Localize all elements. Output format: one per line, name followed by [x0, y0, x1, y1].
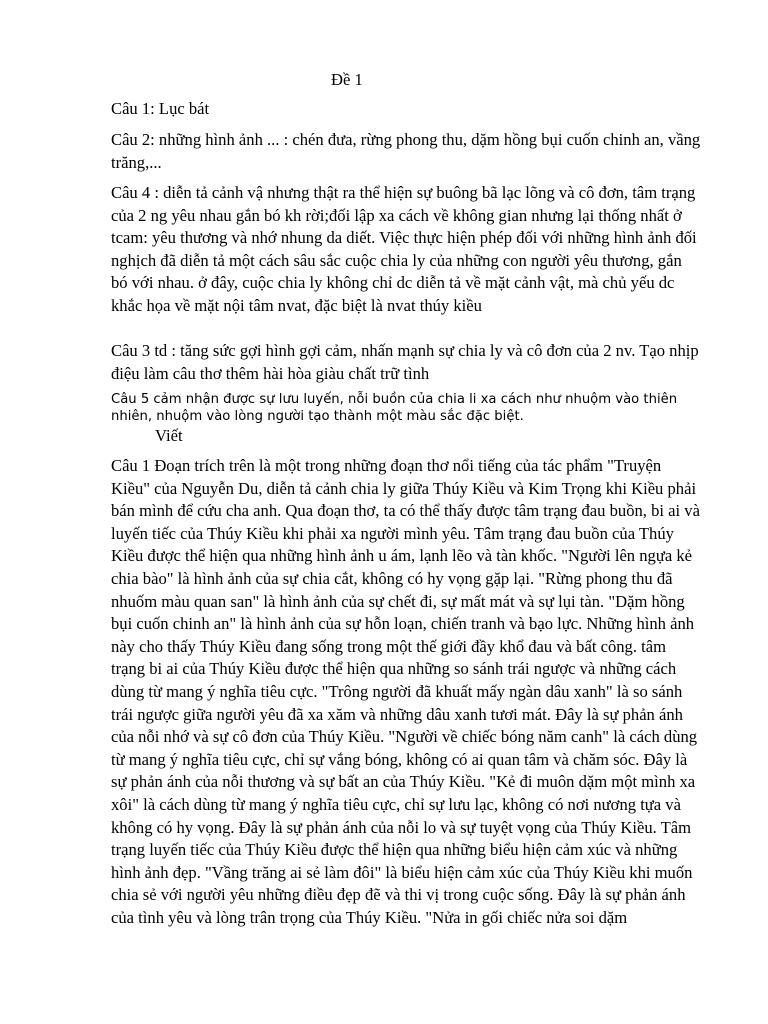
essay-paragraph: Câu 1 Đoạn trích trên là một trong những đoạn thơ nổi tiếng của tác phẩm "Truyện Kiều" của Nguyễn Du, diễn tả cảnh chia ly giữa Thúy Kiều và Kim Trọng khi Kiều phải bán mình để cứu cha anh. Qua đoạn thơ, ta có thể thấy được tâm trạng đau buồn, bi ai và luyến tiếc của Thúy Kiều khi phải xa người mình yêu. Tâm trạng đau buồn của Thúy Kiều được thể hiện qua những hình ảnh u ám, lạnh lẽo và tàn khốc. "Người lên ngựa kẻ chia bào" là hình ảnh của sự chia cắt, không có hy vọng gặp lại. "Rừng phong thu đã nhuốm màu quan san" là hình ảnh của sự chết đi, sự mất mát và sự lụi tàn. "Dặm hồng bụi cuốn chinh an" là hình ảnh của sự hỗn loạn, chiến tranh và bạo lực. Những hình ảnh này cho thấy Thúy Kiều đang sống trong một thế giới đầy khổ đau và bất công. tâm trạng bi ai của Thúy Kiều được thể hiện qua những so sánh trái ngược và những cách dùng từ mang ý nghĩa tiêu cực. "Trông người đã khuất mấy ngàn dâu xanh" là so sánh trái ngược giữa người yêu đã xa xăm và những dâu xanh tươi mát. Đây là sự phản ánh của nỗi nhớ và sự cô đơn của Thúy Kiều. "Người về chiếc bóng năm canh" là cách dùng từ mang ý nghĩa tiêu cực, chỉ sự vắng bóng, không có ai quan tâm và chăm sóc. Đây là sự phản ánh của nỗi thương và sự bất an của Thúy Kiều. "Kẻ đi muôn dặm một mình xa xôi" là cách dùng từ mang ý nghĩa tiêu cực, chỉ sự lưu lạc, không có nơi nương tựa và không có hy vọng. Đây là sự phản ánh của nỗi lo và sự tuyệt vọng của Thúy Kiều. Tâm trạng luyến tiếc của Thúy Kiều được thể hiện qua những biểu hiện cảm xúc và những hình ảnh đẹp. "Vầng trăng ai sẻ làm đôi" là biểu hiện cảm xúc của Thúy Kiều khi muốn chia sẻ với người yêu những điều đẹp đẽ và thi vị trong cuộc sống. Đây là sự phản ánh của tình yêu và lòng trân trọng của Thúy Kiều. "Nửa in gối chiếc nửa soi dặm — [111, 456, 700, 927]
page-title: Đề 1 — [331, 70, 363, 89]
answer-cau-5: Câu 5 cảm nhận được sự lưu luyến, nỗi buồn của chia li xa cách như nhuộm vào thiên nhiên, nhuộm vào lòng người tạo thành một màu sắc đặc biệt. — [111, 392, 678, 424]
answer-cau-3: Câu 3 td : tăng sức gợi hình gợi cảm, nhấn mạnh sự chia ly và cô đơn của 2 nv. Tạo nhịp điệu làm câu thơ thêm hài hòa giàu chất trữ tình — [111, 341, 699, 383]
answer-cau-1: Câu 1: Lục bát — [111, 99, 210, 118]
answer-cau-2: Câu 2: những hình ảnh ... : chén đưa, rừng phong thu, dặm hồng bụi cuốn chinh an, vầng trăng,... — [111, 130, 701, 172]
section-heading-viet: Viết — [155, 426, 183, 445]
answer-cau-4: Câu 4 : diễn tả cảnh vậ nhưng thật ra thể hiện sự buông bã lạc lõng và cô đơn, tâm trạng của 2 ng yêu nhau gắn bó kh rời;đối lập xa cách về không gian nhưng lại thống nhất ở tcam: yêu thương và nhớ nhung da diết. Việc thực hiện phép đối với những hình ảnh đối nghịch đã diễn tả một cách sâu sắc cuộc chia ly của những con người yêu thương, gắn bó với nhau. ở đây, cuộc chia ly không chỉ dc diễn tả về mặt cảnh vật, mà chủ yếu dc khắc họa về mặt nội tâm nvat, đặc biệt là nvat thúy kiều — [111, 183, 697, 315]
